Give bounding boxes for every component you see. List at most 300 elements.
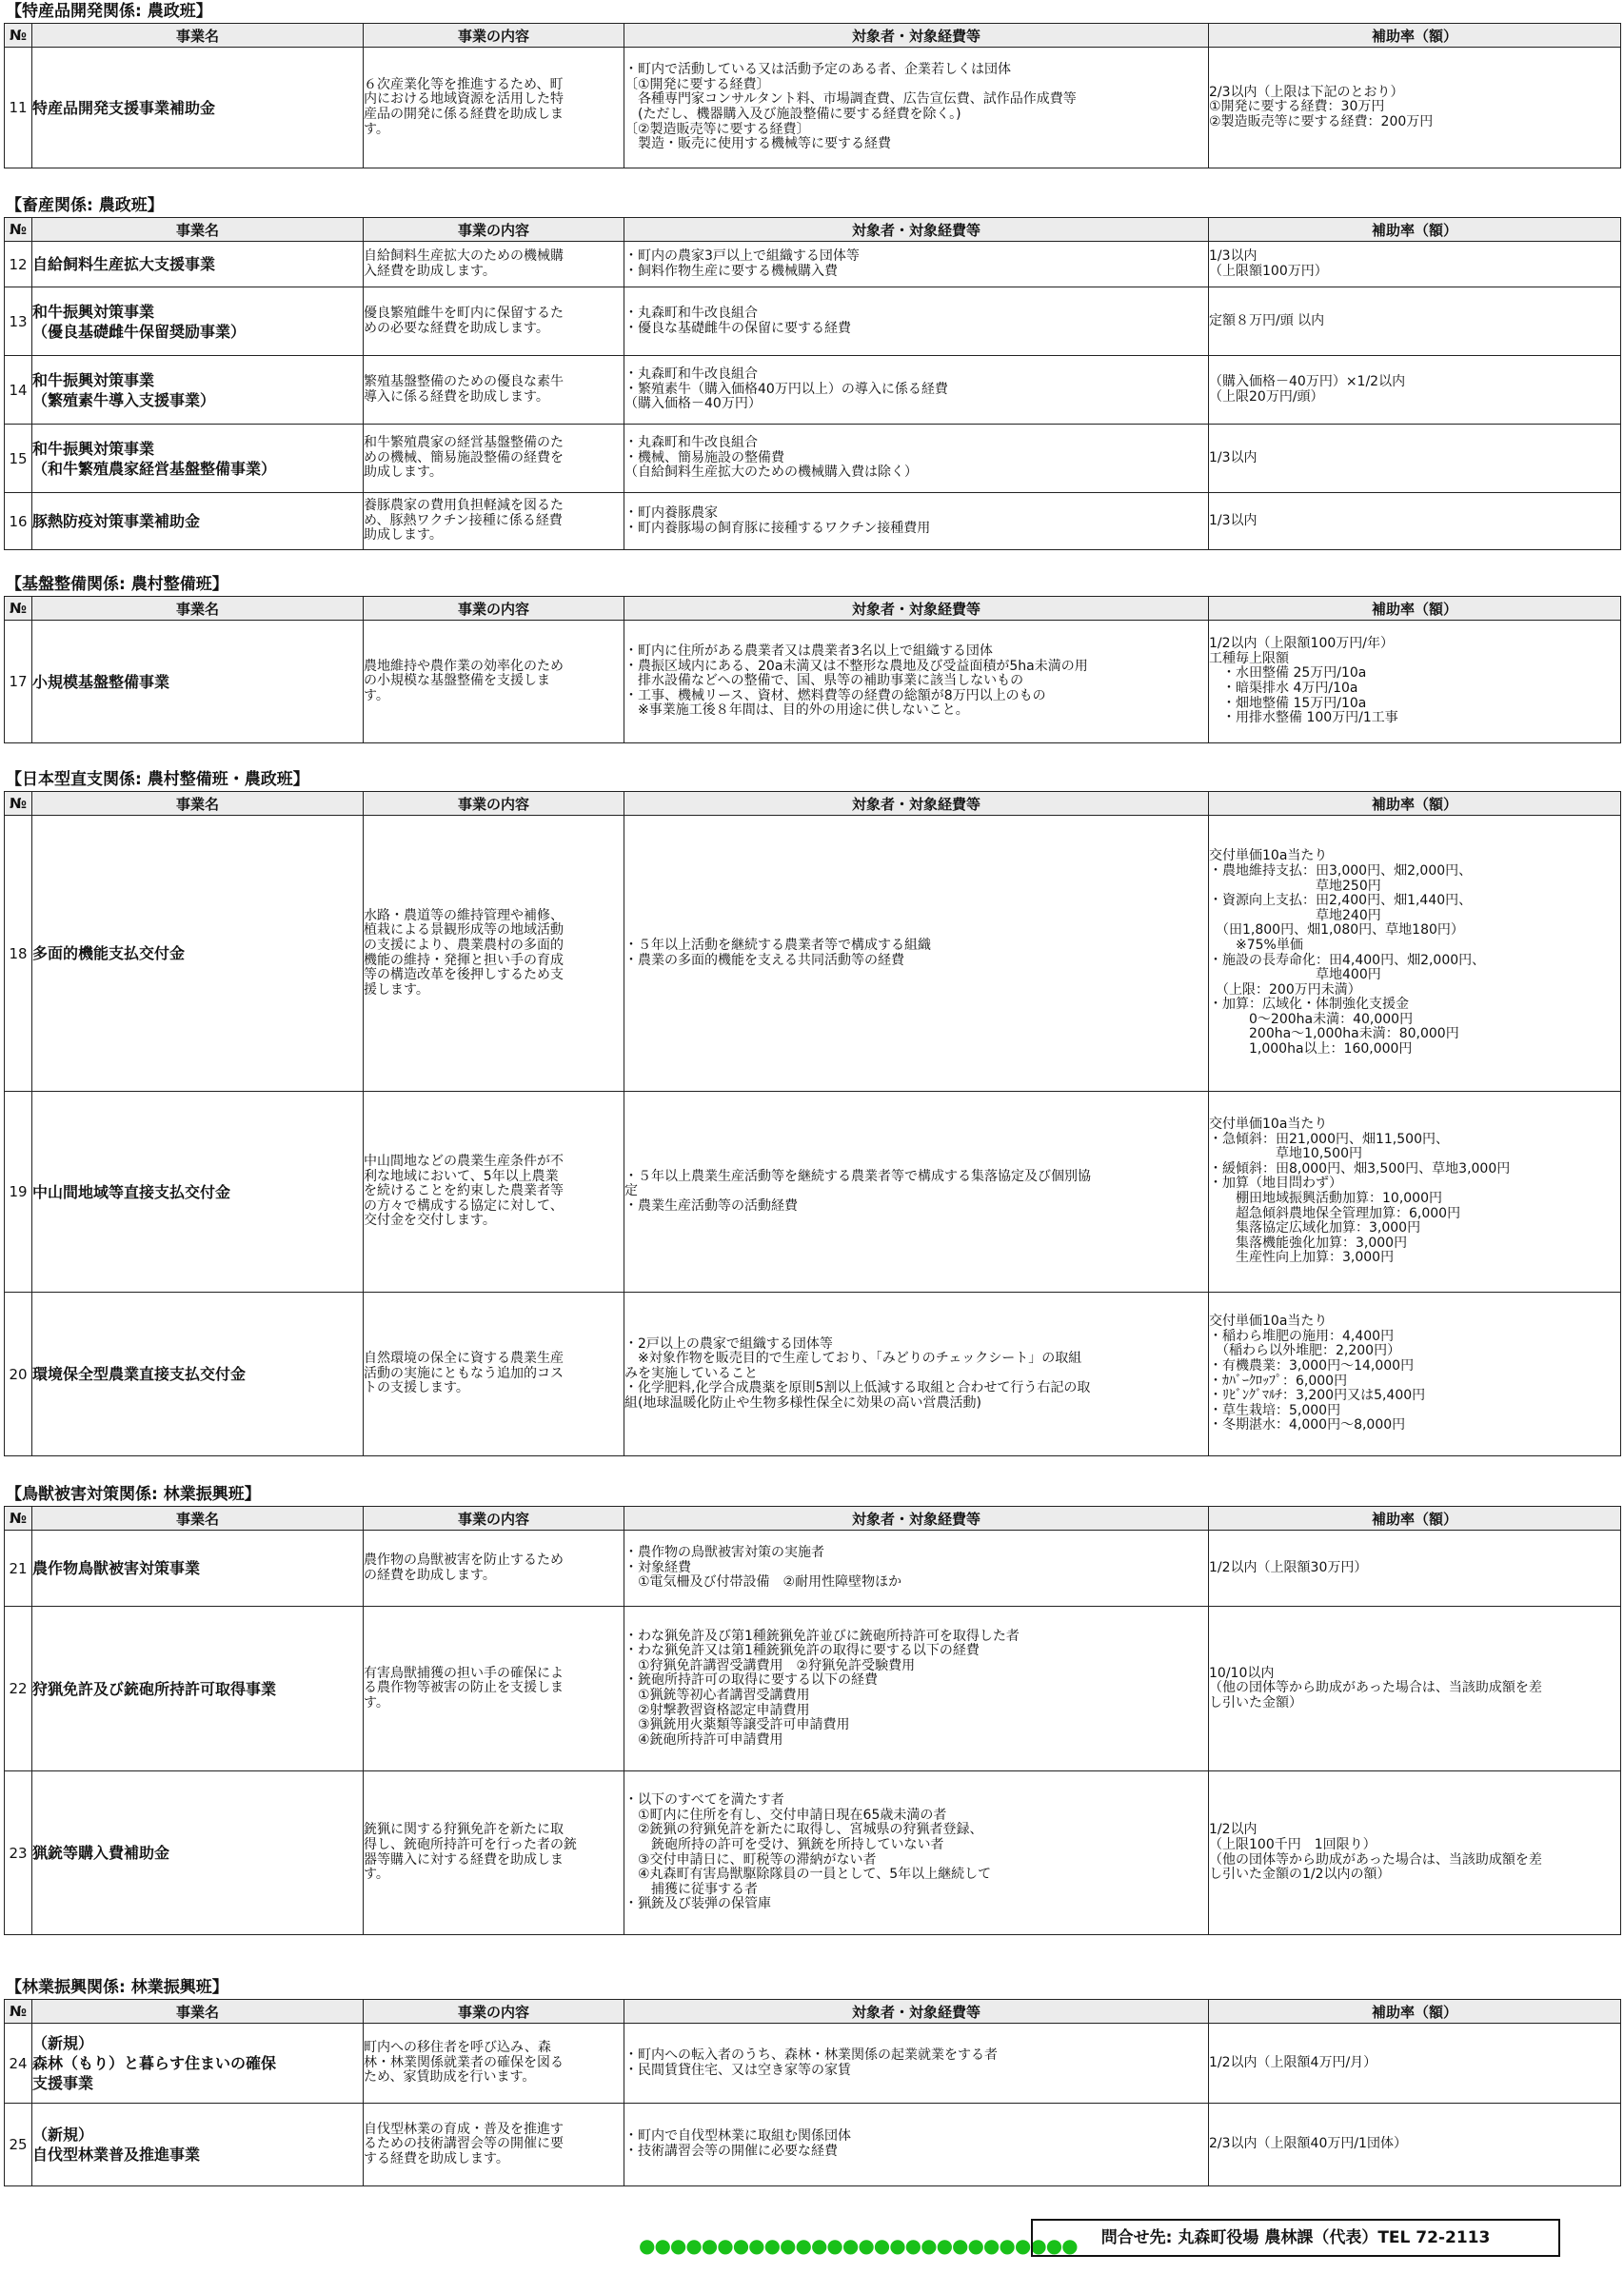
- table-row: [5, 816, 1621, 1092]
- cell-name: [32, 1092, 364, 1293]
- cell-no: 16: [5, 493, 32, 550]
- column-header-name: 事業名: [32, 218, 364, 242]
- cell-target: [624, 1531, 1209, 1607]
- cell-line: トの支援します。: [364, 1380, 469, 1396]
- cell-line: （繁殖素牛導入支援事業）: [32, 390, 216, 409]
- cell-line: ・銃砲所持許可の取得に要する以下の経費: [624, 1672, 878, 1689]
- cell-line: ※事業施工後８年間は、目的外の用途に供しないこと。: [624, 702, 969, 719]
- cell-line: す。: [364, 121, 389, 137]
- cell-no: 23: [5, 1771, 32, 1935]
- cell-rate: [1209, 1293, 1621, 1456]
- header-row: [5, 1507, 1621, 1531]
- cell-line: ・用排水整備 100万円/1工事: [1209, 710, 1398, 726]
- column-header-name: 事業名: [32, 597, 364, 621]
- cell-line: す。: [364, 1694, 389, 1711]
- cell-line: 交付単価10a当たり: [1209, 1117, 1328, 1133]
- cell-target: [624, 816, 1209, 1092]
- cell-line: ・５年以上活動を継続する農業者等で構成する組織: [624, 937, 931, 953]
- cell-line: 支援事業: [32, 2074, 94, 2092]
- cell-line: ※対象作物を販売目的で生産しており、「みどりのチェックシート」の取組: [624, 1351, 1082, 1367]
- cell-line: 草地250円: [1209, 878, 1381, 894]
- cell-line: ・農業生産活動等の活動経費: [624, 1197, 798, 1214]
- table-row: [5, 1771, 1621, 1935]
- cell-rate: [1209, 621, 1621, 743]
- cell-name: [32, 425, 364, 493]
- header-row: [5, 2000, 1621, 2024]
- cell-rate: [1209, 1771, 1621, 1935]
- cell-line: （上限100千円 1回限り）: [1209, 1836, 1376, 1852]
- cell-no: 12: [5, 242, 32, 287]
- cell-line: 定: [624, 1183, 638, 1199]
- cell-line: 養豚農家の費用負担軽減を図るた: [364, 498, 564, 514]
- cell-line: ①電気柵及び付帯設備 ②耐用性障壁物ほか: [624, 1574, 902, 1591]
- column-header-no: №: [5, 1507, 32, 1531]
- column-header-rate: 補助率（額）: [1209, 1507, 1621, 1531]
- cell-line: ・有機農業：3,000円～14,000円: [1209, 1357, 1415, 1374]
- cell-name: [32, 356, 364, 425]
- cell-line: ・草生栽培：5,000円: [1209, 1402, 1341, 1418]
- cell-rate: [1209, 356, 1621, 425]
- table-row: [5, 2104, 1621, 2186]
- cell-line: 自伐型林業普及推進事業: [32, 2146, 201, 2164]
- cell-line: ・加算：広域化・体制強化支援金: [1209, 997, 1409, 1013]
- column-header-content: 事業の内容: [364, 792, 624, 816]
- cell-line: 1/3以内: [1209, 512, 1258, 528]
- cell-line: （自給飼料生産拡大のための機械購入費は除く）: [624, 465, 918, 481]
- cell-line: （新規）: [32, 2126, 94, 2144]
- cell-line: 草地400円: [1209, 967, 1381, 983]
- cell-line: （稲わら以外堆肥：2,200円）: [1209, 1343, 1401, 1359]
- cell-line: ・対象経費: [624, 1559, 691, 1575]
- cell-target: [624, 1607, 1209, 1771]
- cell-content: [364, 356, 624, 425]
- table-row: [5, 48, 1621, 168]
- cell-line: 1/2以内（上限額4万円/月）: [1209, 2054, 1377, 2070]
- cell-line: ・農振区域内にある、20a未満又は不整形な農地及び受益面積が5ha未満の用: [624, 658, 1088, 674]
- cell-line: 農作物の鳥獣被害を防止するため: [364, 1552, 564, 1568]
- cell-line: (ただし、機器購入及び施設整備に要する経費を除く。): [624, 107, 961, 122]
- cell-line: す。: [364, 687, 389, 703]
- cell-no: 17: [5, 621, 32, 743]
- cell-line: 産品の開発に係る経費を助成しま: [364, 107, 564, 122]
- cell-name: [32, 2024, 364, 2104]
- cell-line: みを実施していること: [624, 1365, 758, 1381]
- cell-line: 和牛振興対策事業: [32, 439, 155, 458]
- cell-line: 有害鳥獣捕獲の担い手の確保によ: [364, 1665, 564, 1681]
- cell-line: ②射撃教習資格認定申請費用: [624, 1702, 810, 1718]
- cell-line: 交付金を交付します。: [364, 1213, 496, 1229]
- cell-line: 定額８万円/頭 以内: [1209, 312, 1325, 328]
- cell-line: 植栽による景観形成等の地域活動: [364, 922, 564, 939]
- cell-line: ・飼料作物生産に要する機械購入費: [624, 263, 838, 279]
- contact-box: 問合せ先: 丸森町役場 農林課（代表）TEL 72-2113: [1031, 2219, 1560, 2257]
- cell-rate: [1209, 816, 1621, 1092]
- cell-target: [624, 2024, 1209, 2104]
- cell-rate: [1209, 1092, 1621, 1293]
- cell-line: 助成します。: [364, 527, 443, 544]
- column-header-rate: 補助率（額）: [1209, 597, 1621, 621]
- cell-name: [32, 1293, 364, 1456]
- cell-line: 等の構造改革を後押しするため支: [364, 967, 564, 983]
- cell-line: ①町内に住所を有し、交付申請日現在65歳未満の者: [624, 1807, 947, 1823]
- cell-line: ・資源向上支払：田2,400円、畑1,440円、: [1209, 893, 1473, 909]
- column-header-content: 事業の内容: [364, 1507, 624, 1531]
- cell-line: 助成します。: [364, 465, 443, 481]
- table-row: [5, 621, 1621, 743]
- cell-line: ・繁殖素牛（購入価格40万円以上）の導入に係る経費: [624, 381, 948, 397]
- section-table: [4, 217, 1621, 550]
- header-row: [5, 597, 1621, 621]
- cell-rate: [1209, 2104, 1621, 2186]
- table-row: [5, 1293, 1621, 1456]
- section-table: [4, 791, 1621, 1456]
- cell-line: 1/2以内: [1209, 1822, 1258, 1838]
- cell-line: 環境保全型農業直接支払交付金: [32, 1365, 247, 1383]
- cell-name: [32, 242, 364, 287]
- cell-content: [364, 2104, 624, 2186]
- table-row: [5, 2024, 1621, 2104]
- cell-line: ６次産業化等を推進するため、町: [364, 76, 564, 92]
- cell-line: ・町内で活動している又は活動予定のある者、企業若しくは団体: [624, 62, 1011, 78]
- cell-target: [624, 1092, 1209, 1293]
- cell-line: 狩猟免許及び銃砲所持許可取得事業: [32, 1679, 277, 1698]
- cell-target: [624, 1293, 1209, 1456]
- section-title: 【林業振興関係: 林業振興班】: [6, 1978, 228, 1997]
- cell-no: 11: [5, 48, 32, 168]
- cell-line: ①開発に要する経費：30万円: [1209, 99, 1385, 115]
- cell-name: [32, 2104, 364, 2186]
- cell-target: [624, 287, 1209, 356]
- cell-line: （購入価格－40万円）: [624, 396, 762, 412]
- cell-line: め、豚熱ワクチン接種に係る経費: [364, 512, 563, 528]
- cell-line: ため、家賃助成を行います。: [364, 2069, 536, 2086]
- cell-line: 1/3以内: [1209, 247, 1258, 264]
- table-row: [5, 493, 1621, 550]
- cell-name: [32, 1607, 364, 1771]
- column-header-rate: 補助率（額）: [1209, 218, 1621, 242]
- cell-content: [364, 1531, 624, 1607]
- section-title: 【基盤整備関係: 農村整備班】: [6, 575, 228, 594]
- column-header-target: 対象者・対象経費等: [624, 792, 1209, 816]
- cell-line: 入経費を助成します。: [364, 263, 496, 279]
- table-row: [5, 425, 1621, 493]
- cell-line: ・加算（地目問わず）: [1209, 1176, 1342, 1192]
- cell-line: ・技術講習会等の開催に必要な経費: [624, 2144, 838, 2159]
- cell-content: [364, 1293, 624, 1456]
- cell-line: ・町内に住所がある農業者又は農業者3名以上で組織する団体: [624, 643, 993, 660]
- cell-line: ・水田整備 25万円/10a: [1209, 665, 1367, 682]
- cell-line: （和牛繁殖農家経営基盤整備事業）: [32, 459, 277, 478]
- cell-rate: [1209, 287, 1621, 356]
- cell-line: 銃砲所持の許可を受け、猟銃を所持していない者: [624, 1836, 944, 1852]
- cell-line: ・わな猟免許又は第1種銃猟免許の取得に要する以下の経費: [624, 1643, 980, 1659]
- cell-line: ②銃猟の狩猟免許を新たに取得し、宮城県の狩猟者登録、: [624, 1822, 983, 1838]
- cell-line: （上限額100万円）: [1209, 263, 1328, 279]
- cell-content: [364, 2024, 624, 2104]
- cell-line: 〔②製造販売等に要する経費〕: [624, 121, 810, 137]
- section-title: 【畜産関係: 農政班】: [6, 196, 164, 215]
- cell-line: ・町内の農家3戸以上で組織する団体等: [624, 247, 860, 264]
- header-row: [5, 792, 1621, 816]
- cell-line: （他の団体等から助成があった場合は、当該助成額を差: [1209, 1680, 1542, 1696]
- cell-line: 水路・農道等の維持管理や補修、: [364, 907, 564, 923]
- cell-line: 組(地球温暖化防止や生物多様性保全に効果の高い営農活動): [624, 1394, 981, 1411]
- cell-line: ・以下のすべてを満たす者: [624, 1792, 784, 1809]
- cell-line: る農作物等被害の防止を支援しま: [364, 1680, 564, 1696]
- cell-line: 導入に係る経費を助成します。: [364, 388, 549, 405]
- table-row: [5, 242, 1621, 287]
- cell-no: 25: [5, 2104, 32, 2186]
- cell-line: 器等購入に対する経費を助成しま: [364, 1851, 564, 1868]
- cell-line: 内における地域資源を活用した特: [364, 91, 564, 108]
- section-table: [4, 1999, 1621, 2186]
- cell-line: 活動の実施にともなう追加的コス: [364, 1365, 564, 1381]
- cell-name: [32, 48, 364, 168]
- cell-line: 自然環境の保全に資する農業生産: [364, 1351, 564, 1367]
- cell-line: 生産性向上加算：3,000円: [1209, 1250, 1395, 1266]
- cell-rate: [1209, 48, 1621, 168]
- cell-no: 22: [5, 1607, 32, 1771]
- cell-line: 200ha～1,000ha未満：80,000円: [1209, 1026, 1459, 1042]
- cell-line: ・町内養豚農家: [624, 504, 718, 521]
- cell-line: ・農作物の鳥獣被害対策の実施者: [624, 1545, 824, 1561]
- cell-line: ④丸森町有害鳥獣駆除隊員の一員として、5年以上継続して: [624, 1867, 992, 1883]
- cell-line: ・優良な基礎雌牛の保留に要する経費: [624, 320, 851, 336]
- cell-target: [624, 493, 1209, 550]
- dot-divider: ●●●●●●●●●●●●●●●●●●●●●●●●●●●●: [639, 2234, 1078, 2257]
- cell-line: の方々で構成する協定に対して、: [364, 1197, 564, 1214]
- header-row: [5, 24, 1621, 48]
- cell-line: ①猟銃等初心者講習受講費用: [624, 1688, 810, 1703]
- cell-target: [624, 48, 1209, 168]
- cell-line: 中山間地などの農業生産条件が不: [364, 1154, 564, 1170]
- cell-line: 〔①開発に要する経費〕: [624, 76, 770, 92]
- cell-line: 得し、銃砲所持許可を行った者の銃: [364, 1836, 577, 1852]
- column-header-rate: 補助率（額）: [1209, 792, 1621, 816]
- cell-line: 和牛振興対策事業: [32, 302, 155, 321]
- cell-rate: [1209, 425, 1621, 493]
- cell-line: ・2戸以上の農家で組織する団体等: [624, 1335, 833, 1352]
- table-row: [5, 356, 1621, 425]
- cell-line: 各種専門家コンサルタント料、市場調査費、広告宣伝費、試作品作成費等: [624, 91, 1077, 108]
- table-row: [5, 287, 1621, 356]
- cell-line: 排水設備などへの整備で、国、県等の補助事業に該当しないもの: [624, 673, 1024, 689]
- table-row: [5, 1092, 1621, 1293]
- cell-line: （田1,800円、畑1,080円、草地180円）: [1209, 922, 1464, 939]
- cell-line: （新規）: [32, 2034, 94, 2052]
- cell-target: [624, 1771, 1209, 1935]
- cell-line: 優良繁殖雌牛を町内に保留するた: [364, 305, 564, 321]
- cell-line: めの必要な経費を助成します。: [364, 320, 549, 336]
- cell-line: ・ﾘﾋﾞﾝｸﾞﾏﾙﾁ：3,200円又は5,400円: [1209, 1388, 1426, 1404]
- cell-line: 棚田地域振興活動加算：10,000円: [1209, 1191, 1442, 1206]
- cell-content: [364, 493, 624, 550]
- column-header-target: 対象者・対象経費等: [624, 218, 1209, 242]
- section-title: 【特産品開発関係: 農政班】: [6, 2, 212, 21]
- cell-line: ・農地維持支払：田3,000円、畑2,000円、: [1209, 862, 1473, 879]
- cell-line: 1/2以内（上限額100万円/年）: [1209, 636, 1394, 652]
- cell-name: [32, 1771, 364, 1935]
- cell-content: [364, 621, 624, 743]
- cell-line: す。: [364, 1867, 389, 1883]
- column-header-name: 事業名: [32, 2000, 364, 2024]
- cell-line: 豚熱防疫対策事業補助金: [32, 512, 201, 530]
- column-header-content: 事業の内容: [364, 218, 624, 242]
- cell-line: 集落機能強化加算：3,000円: [1209, 1235, 1408, 1251]
- cell-line: 2/3以内（上限は下記のとおり）: [1209, 84, 1404, 100]
- cell-line: ・町内で自伐型林業に取組む関係団体: [624, 2128, 851, 2145]
- cell-line: 交付単価10a当たり: [1209, 848, 1328, 864]
- cell-line: 草地240円: [1209, 907, 1381, 923]
- cell-content: [364, 425, 624, 493]
- column-header-name: 事業名: [32, 1507, 364, 1531]
- cell-content: [364, 48, 624, 168]
- section-title: 【鳥獣被害対策関係: 林業振興班】: [6, 1485, 261, 1504]
- cell-line: ・工事、機械リース、資材、燃料費等の経費の総額が8万円以上のもの: [624, 687, 1046, 703]
- cell-name: [32, 816, 364, 1092]
- cell-line: ・町内への転入者のうち、森林・林業関係の起業就業をする者: [624, 2047, 998, 2063]
- column-header-no: №: [5, 597, 32, 621]
- section-table: [4, 23, 1621, 168]
- cell-line: 中山間地域等直接支払交付金: [32, 1182, 231, 1201]
- cell-target: [624, 242, 1209, 287]
- cell-line: 多面的機能支払交付金: [32, 944, 186, 962]
- cell-line: 集落協定広域化加算：3,000円: [1209, 1220, 1421, 1236]
- section-table: [4, 1506, 1621, 1935]
- cell-no: 20: [5, 1293, 32, 1456]
- column-header-target: 対象者・対象経費等: [624, 1507, 1209, 1531]
- cell-line: 自伐型林業の育成・普及を推進す: [364, 2121, 564, 2137]
- cell-no: 13: [5, 287, 32, 356]
- cell-line: （他の団体等から助成があった場合は、当該助成額を差: [1209, 1851, 1542, 1868]
- cell-line: ・５年以上農業生産活動等を継続する農業者等で構成する集落協定及び個別協: [624, 1168, 1091, 1184]
- cell-line: （上限：200万円未満）: [1209, 981, 1361, 998]
- cell-rate: [1209, 1531, 1621, 1607]
- column-header-rate: 補助率（額）: [1209, 2000, 1621, 2024]
- cell-line: 工種毎上限額: [1209, 650, 1289, 666]
- cell-line: 製造・販売に使用する機械等に要する経費: [624, 136, 891, 152]
- cell-line: 援します。: [364, 981, 429, 998]
- cell-no: 14: [5, 356, 32, 425]
- cell-line: （優良基礎雌牛保留奨励事業）: [32, 322, 247, 341]
- cell-line: ・施設の長寿命化：田4,400円、畑2,000円、: [1209, 952, 1486, 968]
- cell-no: 24: [5, 2024, 32, 2104]
- cell-target: [624, 425, 1209, 493]
- cell-no: 18: [5, 816, 32, 1092]
- table-row: [5, 1607, 1621, 1771]
- cell-line: ・急傾斜：田21,000円、畑11,500円、: [1209, 1131, 1449, 1147]
- column-header-name: 事業名: [32, 792, 364, 816]
- column-header-target: 対象者・対象経費等: [624, 2000, 1209, 2024]
- cell-name: [32, 493, 364, 550]
- cell-line: ①狩猟免許講習受講費用 ②狩猟免許受験費用: [624, 1657, 916, 1673]
- cell-line: 銃猟に関する狩猟免許を新たに取: [364, 1822, 564, 1838]
- cell-content: [364, 816, 624, 1092]
- cell-line: 1/3以内: [1209, 449, 1258, 465]
- cell-line: 0～200ha未満：40,000円: [1209, 1011, 1414, 1027]
- cell-line: 自給飼料生産拡大のための機械購: [364, 247, 564, 264]
- cell-line: 1/2以内（上限額30万円）: [1209, 1559, 1368, 1575]
- cell-content: [364, 1771, 624, 1935]
- cell-line: 農地維持や農作業の効率化のため: [364, 658, 564, 674]
- column-header-rate: 補助率（額）: [1209, 24, 1621, 48]
- cell-line: ・稲わら堆肥の施用：4,400円: [1209, 1328, 1395, 1344]
- column-header-content: 事業の内容: [364, 24, 624, 48]
- section-table: [4, 596, 1621, 743]
- cell-line: ・畑地整備 15万円/10a: [1209, 695, 1367, 711]
- cell-rate: [1209, 2024, 1621, 2104]
- cell-line: 捕獲に従事する者: [624, 1881, 758, 1897]
- cell-content: [364, 1092, 624, 1293]
- cell-line: ・農業の多面的機能を支える共同活動等の経費: [624, 952, 904, 968]
- cell-line: ・民間賃貸住宅、又は空き家等の家賃: [624, 2062, 851, 2078]
- cell-content: [364, 242, 624, 287]
- cell-line: ・わな猟免許及び第1種銃猟免許並びに銃砲所持許可を取得した者: [624, 1628, 1020, 1644]
- cell-line: ・機械、簡易施設の整備費: [624, 449, 784, 465]
- cell-line: を続けることを約束した農業者等: [364, 1183, 564, 1199]
- cell-line: 10/10以内: [1209, 1665, 1275, 1681]
- cell-line: 小規模基盤整備事業: [32, 672, 170, 691]
- cell-no: 21: [5, 1531, 32, 1607]
- cell-name: [32, 1531, 364, 1607]
- cell-line: ・化学肥料,化学合成農薬を原則5割以上低減する取組と合わせて行う右記の取: [624, 1380, 1091, 1396]
- cell-line: 町内への移住者を呼び込み、森: [364, 2040, 551, 2056]
- cell-line: ・ｶﾊﾞｰｸﾛｯﾌﾟ：6,000円: [1209, 1373, 1348, 1389]
- cell-line: 機能の維持・発揮と担い手の育成: [364, 952, 564, 968]
- cell-target: [624, 2104, 1209, 2186]
- cell-line: 和牛繁殖農家の経営基盤整備のた: [364, 435, 564, 451]
- cell-line: し引いた金額）: [1209, 1694, 1302, 1711]
- cell-rate: [1209, 1607, 1621, 1771]
- cell-line: 森林（もり）と暮らす住まいの確保: [32, 2054, 277, 2072]
- cell-line: する経費を助成します。: [364, 2150, 509, 2166]
- cell-name: [32, 621, 364, 743]
- cell-line: 交付単価10a当たり: [1209, 1314, 1328, 1330]
- cell-content: [364, 1607, 624, 1771]
- column-header-no: №: [5, 2000, 32, 2024]
- cell-rate: [1209, 242, 1621, 287]
- cell-line: ・丸森町和牛改良組合: [624, 305, 758, 321]
- cell-line: ・猟銃及び装弾の保管庫: [624, 1896, 771, 1912]
- cell-name: [32, 287, 364, 356]
- column-header-no: №: [5, 792, 32, 816]
- cell-line: 草地10,500円: [1209, 1146, 1362, 1162]
- cell-line: ②製造販売等に要する経費：200万円: [1209, 113, 1434, 129]
- cell-line: 2/3以内（上限額40万円/1団体）: [1209, 2136, 1407, 2152]
- cell-target: [624, 621, 1209, 743]
- cell-line: （購入価格－40万円）×1/2以内: [1209, 373, 1406, 389]
- cell-line: 農作物鳥獣被害対策事業: [32, 1559, 201, 1577]
- cell-line: ③猟銃用火薬類等譲受許可申請費用: [624, 1717, 850, 1733]
- cell-line: ③交付申請日に、町税等の滞納がない者: [624, 1851, 877, 1868]
- cell-line: の小規模な基盤整備を支援しま: [364, 673, 550, 689]
- cell-line: 和牛振興対策事業: [32, 370, 155, 389]
- section-title: 【日本型直支関係: 農村整備班・農政班】: [6, 770, 309, 789]
- cell-content: [364, 287, 624, 356]
- cell-line: ・丸森町和牛改良組合: [624, 435, 758, 451]
- cell-line: ※75%単価: [1209, 937, 1303, 953]
- cell-line: 自給飼料生産拡大支援事業: [32, 255, 216, 273]
- cell-no: 19: [5, 1092, 32, 1293]
- column-header-no: №: [5, 218, 32, 242]
- column-header-content: 事業の内容: [364, 597, 624, 621]
- cell-line: ・町内養豚場の飼育豚に接種するワクチン接種費用: [624, 520, 931, 536]
- column-header-target: 対象者・対象経費等: [624, 24, 1209, 48]
- cell-rate: [1209, 493, 1621, 550]
- cell-target: [624, 356, 1209, 425]
- column-header-target: 対象者・対象経費等: [624, 597, 1209, 621]
- cell-line: 林・林業関係就業者の確保を図る: [364, 2054, 564, 2070]
